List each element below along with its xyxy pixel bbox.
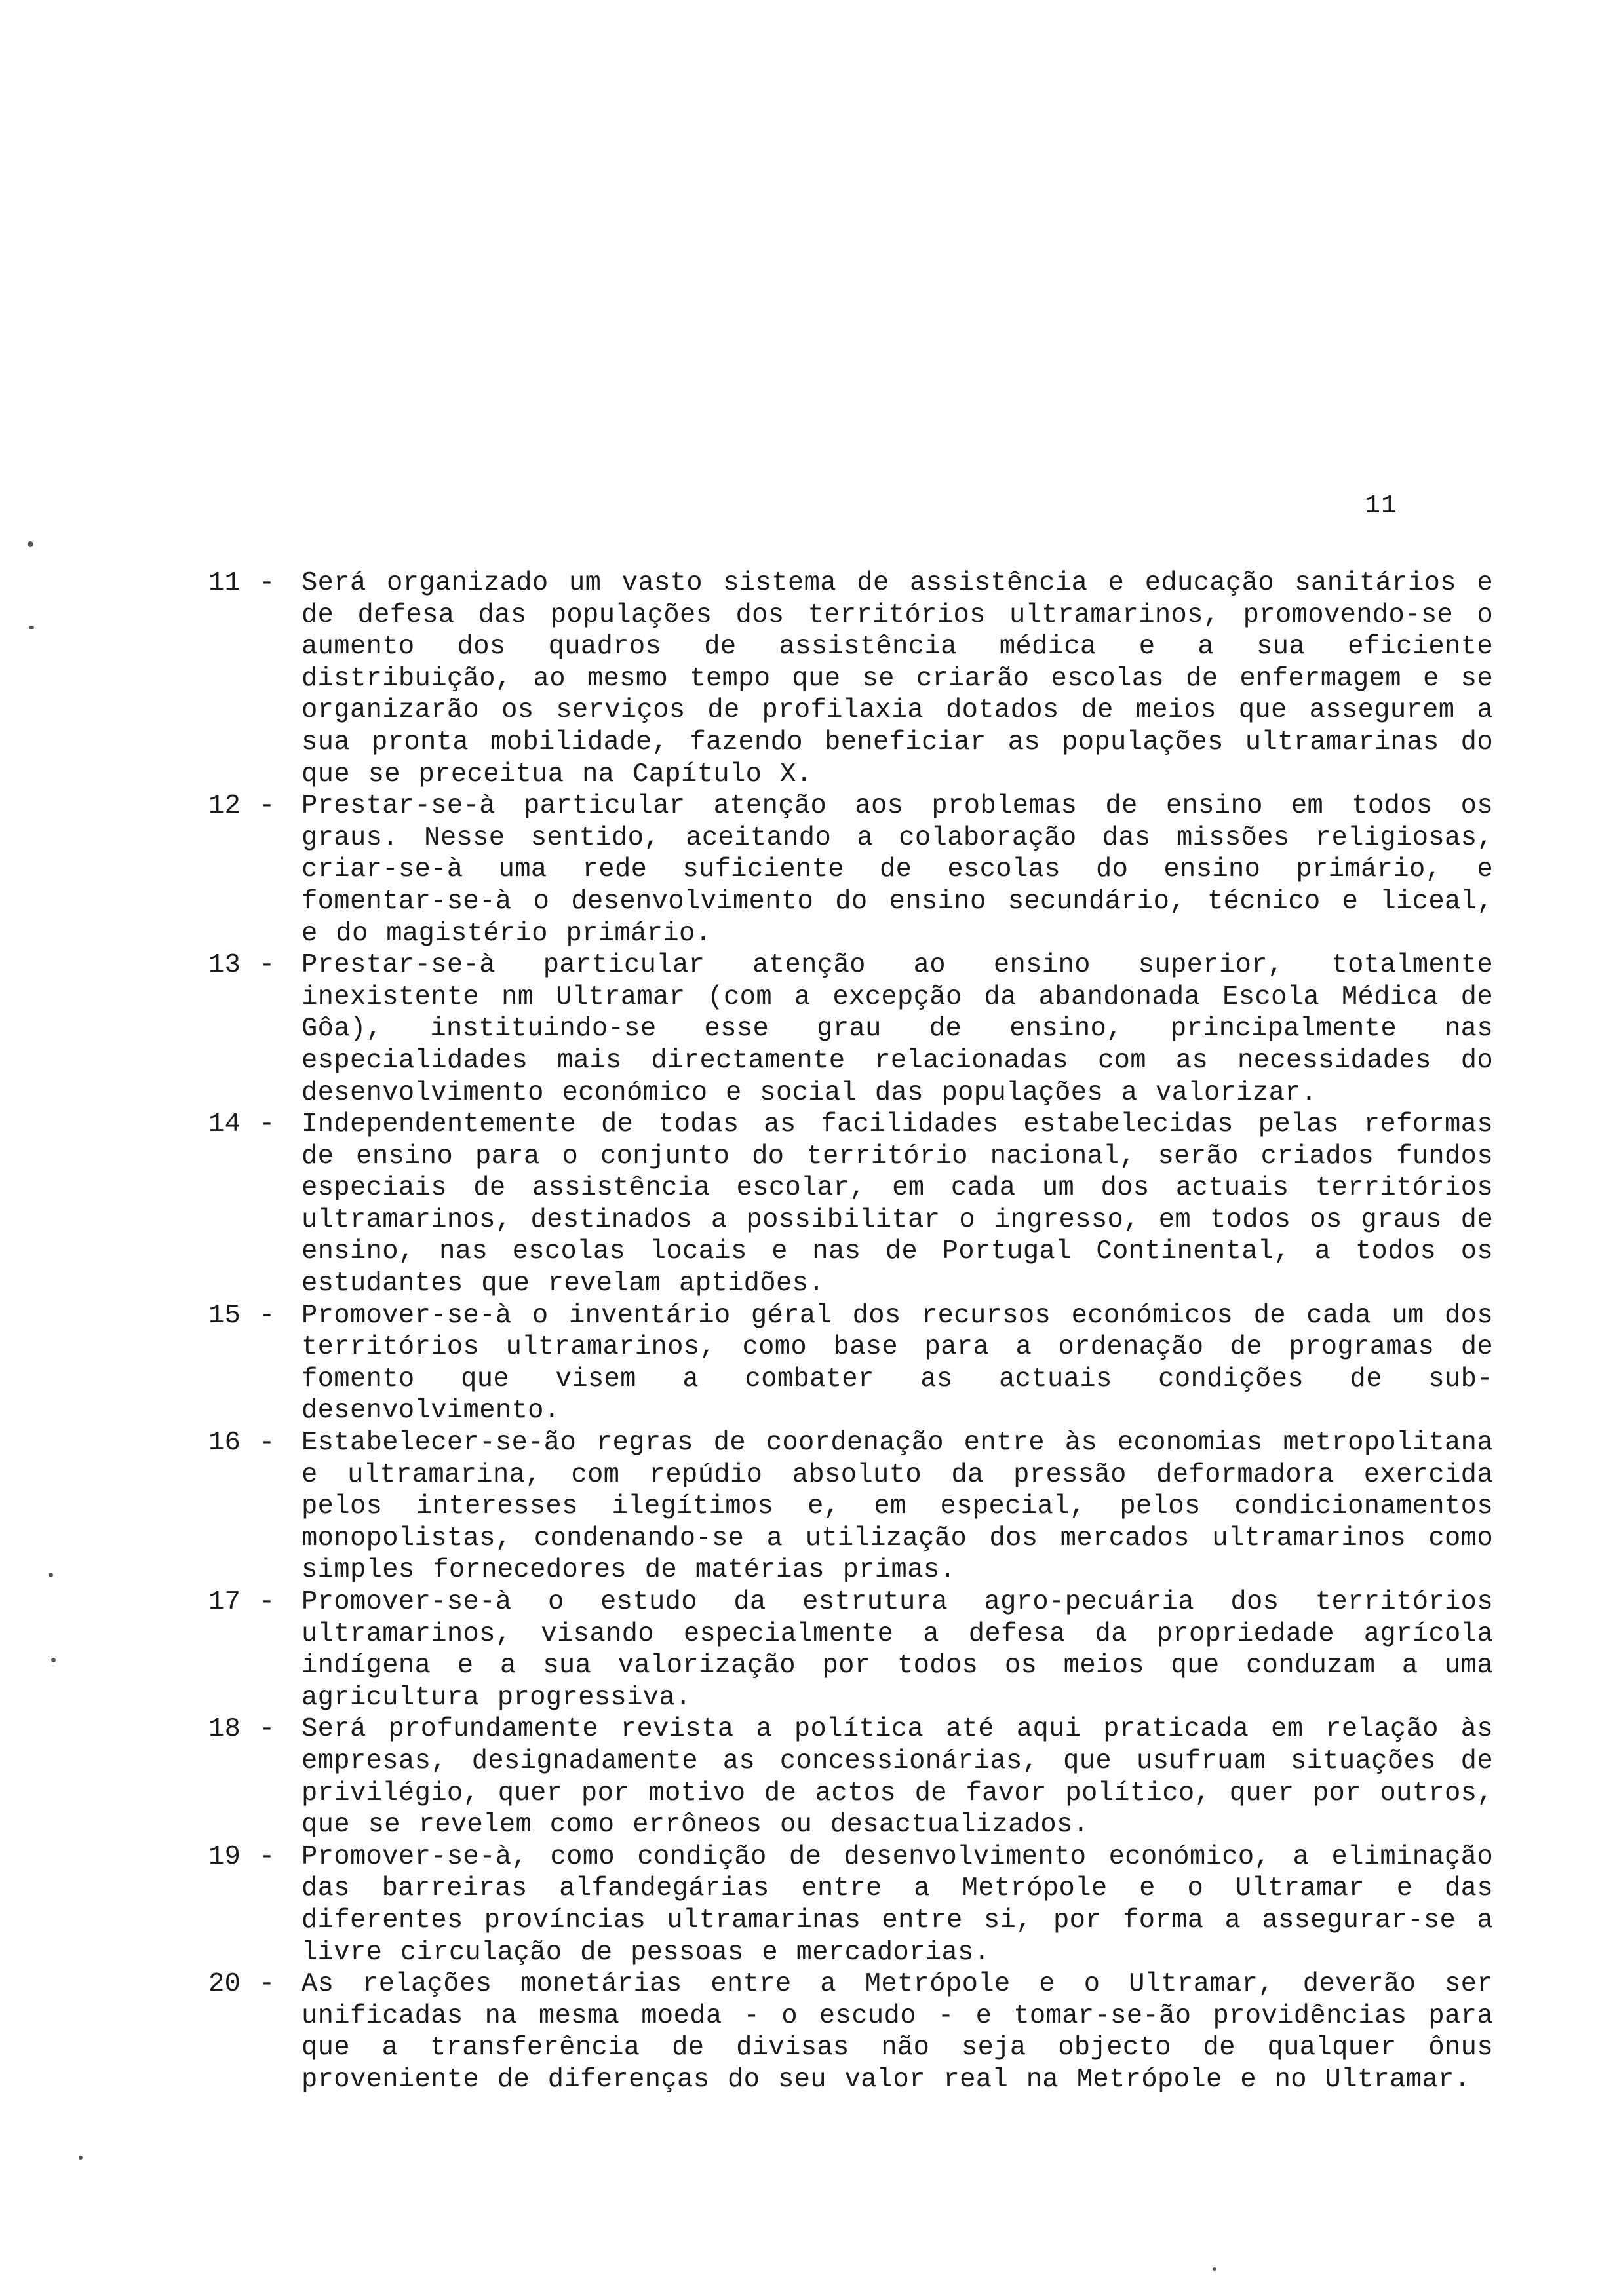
scan-speck <box>1213 2267 1216 2271</box>
list-item <box>208 1300 1493 1427</box>
item-text: As relações monetárias entre a Metrópole e o Ultramar, deverão ser unificadas na mesma moeda - o escudo - e tomar-se-ão providências para que a transferência de divisas não seja objecto de qualquer ônus proveniente de diferenças do seu valor real na Metrópole e no Ultramar. <box>302 1969 1493 2095</box>
list-item <box>208 949 1493 1109</box>
item-text: Prestar-se-à particular atenção ao ensino superior, totalmente inexistente nm Ultramar (com a excepção da abandonada Escola Médica de Gôa), instituindo-se esse grau de ensino, principalmente nas especialidades mais directamente relacionadas com as necessidades do desenvolvimento económico e social das populações a valorizar. <box>302 950 1493 1108</box>
list-item <box>208 1713 1493 1841</box>
scan-speck <box>51 1658 56 1662</box>
item-number: 12 - <box>208 791 275 822</box>
item-text: Estabelecer-se-ão regras de coordenação entre às economias metropolitana e ultramarina, com repúdio absoluto da pressão deformadora exercida pelos interesses ilegítimos e, em especial, pelos condicionamentos monopolistas, condenando-se a utilização dos mercados ultramarinos como simples fornecedores de matérias primas. <box>302 1428 1493 1586</box>
item-number: 16 - <box>208 1428 275 1459</box>
list-item <box>208 1109 1493 1300</box>
page-number: 11 <box>1365 491 1398 521</box>
item-number: 14 - <box>208 1109 275 1140</box>
item-text: Será profundamente revista a política até aqui praticada em relação às empresas, designadamente as concessionárias, que usufruam situações de privilégio, quer por motivo de actos de favor político, quer por outros, que se revelem como errôneos ou desactualizados. <box>302 1714 1493 1841</box>
scan-speck <box>28 541 33 547</box>
scan-speck <box>29 626 34 629</box>
item-text: Promover-se-à o inventário géral dos recursos económicos de cada um dos territórios ultramarinos, como base para a ordenação de programas de fomento que visem a combater as actuais condições de sub-desenvolvimento. <box>302 1300 1493 1426</box>
item-text: Promover-se-à, como condição de desenvolvimento económico, a eliminação das barreiras alfandegárias entre a Metrópole e o Ultramar e das diferentes províncias ultramarinas entre si, por forma a assegurar-se a livre circulação de pessoas e mercadorias. <box>302 1841 1493 1968</box>
item-text: Independentemente de todas as facilidades estabelecidas pelas reformas de ensino para o conjunto do território nacional, serão criados fundos especiais de assistência escolar, em cada um dos actuais territórios ultramarinos, destinados a possibilitar o ingresso, em todos os graus de ensino, nas escolas locais e nas de Portugal Continental, a todos os estudantes que revelam aptidões. <box>302 1109 1493 1299</box>
item-number: 17 - <box>208 1587 275 1617</box>
list-item <box>208 1968 1493 2095</box>
list-item <box>208 1841 1493 1968</box>
list-item <box>208 567 1493 790</box>
item-number: 20 - <box>208 1969 275 2000</box>
item-text: Promover-se-à o estudo da estrutura agro-pecuária dos territórios ultramarinos, visando especialmente a defesa da propriedade agrícola indígena e a sua valorização por todos os meios que conduzam a uma agricultura progressiva. <box>302 1587 1493 1713</box>
numbered-list <box>208 567 1493 2096</box>
scan-speck <box>49 1573 53 1577</box>
item-number: 19 - <box>208 1841 275 1872</box>
item-number: 18 - <box>208 1714 275 1745</box>
item-number: 13 - <box>208 950 275 981</box>
list-item <box>208 1427 1493 1586</box>
item-number: 15 - <box>208 1300 275 1331</box>
scan-speck <box>79 2156 83 2160</box>
item-text: Prestar-se-à particular atenção aos problemas de ensino em todos os graus. Nesse sentido, aceitando a colaboração das missões religiosas, criar-se-à uma rede suficiente de escolas do ensino primário, e fomentar-se-à o desenvolvimento do ensino secundário, técnico e liceal, e do magistério primário. <box>302 791 1493 949</box>
list-item <box>208 1586 1493 1713</box>
item-number: 11 - <box>208 568 275 598</box>
item-text: Será organizado um vasto sistema de assistência e educação sanitários e de defesa das populações dos territórios ultramarinos, promovendo-se o aumento dos quadros de assistência médica e a sua eficiente distribuição, ao mesmo tempo que se criarão escolas de enfermagem e se organizarão os serviços de profilaxia dotados de meios que assegurem a sua pronta mobilidade, fazendo beneficiar as populações ultramarinas do que se preceitua na Capítulo X. <box>302 568 1493 790</box>
list-item <box>208 790 1493 949</box>
